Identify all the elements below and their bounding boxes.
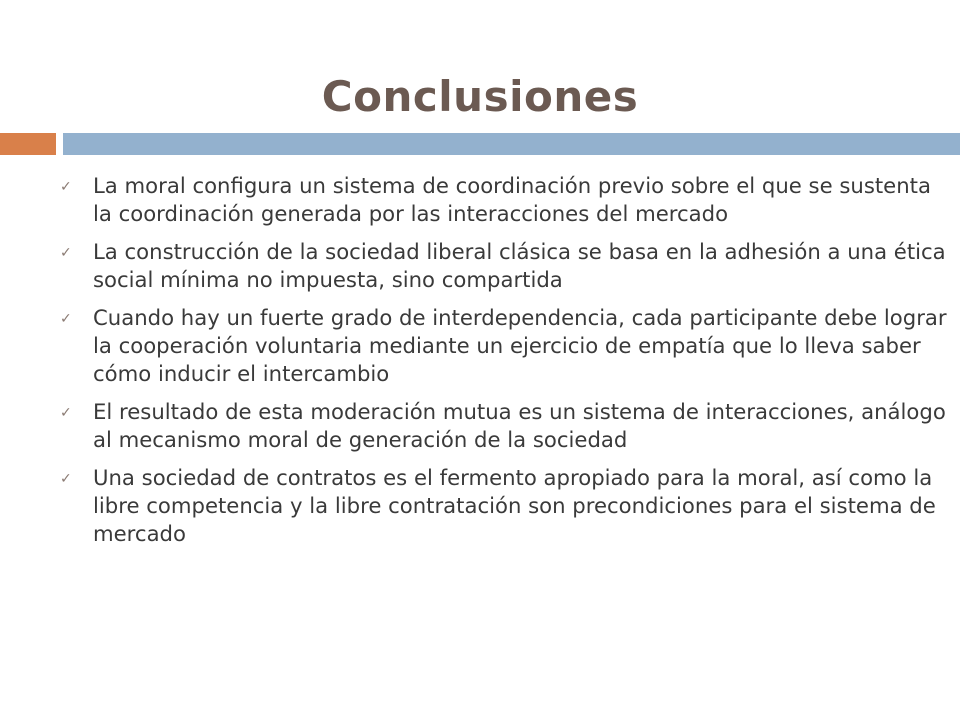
- checkmark-icon: ✓: [60, 311, 72, 327]
- bullet-item: [60, 464, 950, 548]
- accent-bar-blue: [63, 133, 960, 155]
- slide-title: Conclusiones: [321, 72, 639, 122]
- checkmark-icon: ✓: [60, 245, 72, 261]
- bullet-list: [60, 172, 950, 558]
- bullet-item: [60, 238, 950, 294]
- bullet-item: [60, 304, 950, 388]
- bullet-text: Una sociedad de contratos es el fermento apropiado para la moral, así como la libre competencia y la libre contratación son precondiciones para el sistema de mercado: [93, 465, 936, 546]
- checkmark-icon: ✓: [60, 179, 72, 195]
- bullet-text: El resultado de esta moderación mutua es un sistema de interacciones, análogo al mecanismo moral de generación de la sociedad: [93, 399, 946, 452]
- bullet-item: [60, 172, 950, 228]
- bullet-text: Cuando hay un fuerte grado de interdependencia, cada participante debe lograr la cooperación voluntaria mediante un ejercicio de empatía que lo lleva saber cómo inducir el intercambio: [93, 305, 947, 386]
- accent-bar-orange: [0, 133, 56, 155]
- bullet-text: La moral configura un sistema de coordinación previo sobre el que se sustenta la coordinación generada por las interacciones del mercado: [93, 173, 931, 226]
- checkmark-icon: ✓: [60, 405, 72, 421]
- bullet-item: [60, 398, 950, 454]
- bullet-text: La construcción de la sociedad liberal clásica se basa en la adhesión a una ética social mínima no impuesta, sino compartida: [93, 239, 946, 292]
- checkmark-icon: ✓: [60, 471, 72, 487]
